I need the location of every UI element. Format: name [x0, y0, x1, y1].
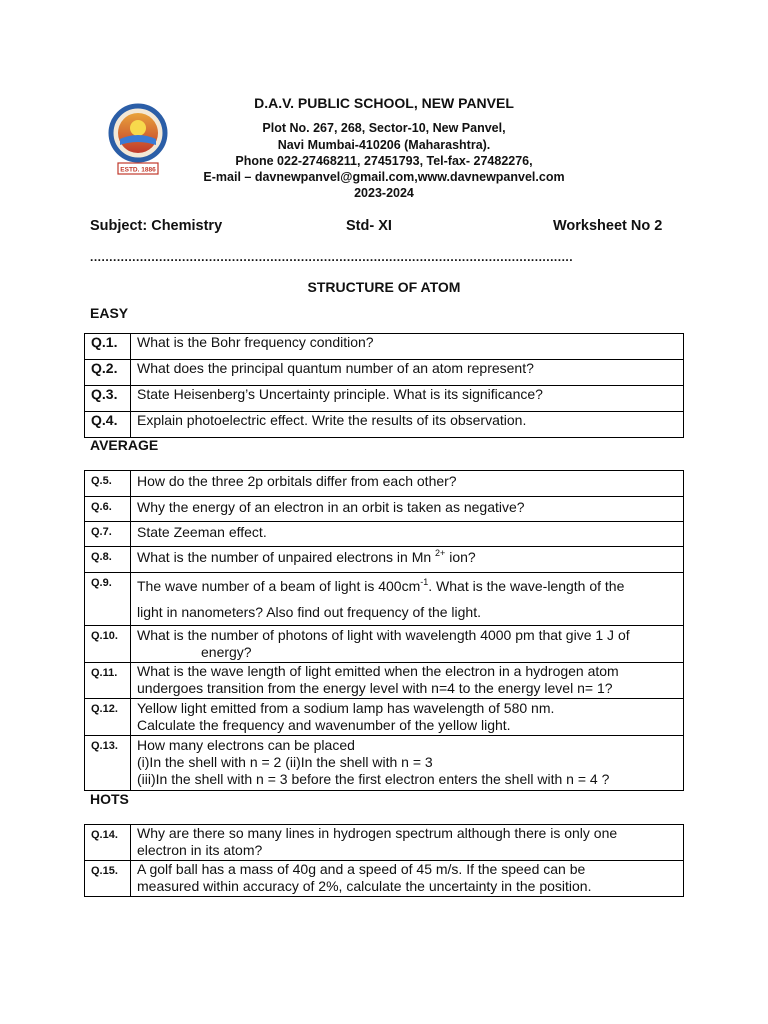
table-row — [85, 861, 684, 897]
question-text: State Heisenberg’s Uncertainty principle. What is its significance? — [131, 386, 684, 412]
table-row — [85, 626, 684, 663]
hots-questions-table — [84, 824, 684, 897]
section-hots: HOTS — [90, 791, 129, 807]
question-number: Q.14. — [85, 825, 131, 861]
table-row — [85, 522, 684, 547]
question-number: Q.5. — [85, 471, 131, 497]
question-number: Q.4. — [85, 412, 131, 438]
table-row — [85, 334, 684, 360]
question-number: Q.2. — [85, 360, 131, 386]
table-row — [85, 547, 684, 573]
question-text: Why the energy of an electron in an orbit is taken as negative? — [131, 497, 684, 522]
school-name: D.A.V. PUBLIC SCHOOL, NEW PANVEL — [254, 95, 514, 111]
svg-text:ESTD. 1886: ESTD. 1886 — [120, 166, 156, 174]
easy-questions-table — [84, 333, 684, 438]
address-line-1: Plot No. 267, 268, Sector-10, New Panvel, — [262, 121, 506, 135]
question-number: Q.6. — [85, 497, 131, 522]
question-text: State Zeeman effect. — [131, 522, 684, 547]
question-text: Explain photoelectric effect. Write the results of its observation. — [131, 412, 684, 438]
subject-label: Subject: Chemistry — [90, 218, 223, 234]
academic-year: 2023-2024 — [354, 186, 414, 200]
table-row — [85, 573, 684, 626]
question-number: Q.8. — [85, 547, 131, 573]
table-row — [85, 699, 684, 736]
question-number: Q.3. — [85, 386, 131, 412]
question-text: The wave number of a beam of light is $400cm^{-1}$. What is the wave-length of the light in nanometers? Also find out frequency of the light. — [131, 573, 684, 626]
question-number: Q.12. — [85, 699, 131, 736]
table-row — [85, 825, 684, 861]
question-number: Q.1. — [85, 334, 131, 360]
question-number: Q.11. — [85, 663, 131, 699]
dotted-separator: .............................................................................................................................. — [90, 250, 574, 264]
question-text: What is the wave length of light emitted when the electron in a hydrogen atom undergoes transition from the energy level with n=4 to the energy level n= 1? — [131, 663, 684, 699]
question-number: Q.7. — [85, 522, 131, 547]
question-text: Yellow light emitted from a sodium lamp has wavelength of 580 nm. Calculate the frequency and wavenumber of the yellow light. — [131, 699, 684, 736]
address-line-2: Navi Mumbai-410206 (Maharashtra). — [277, 138, 491, 152]
average-questions-table — [84, 470, 684, 791]
question-number: Q.10. — [85, 626, 131, 663]
table-row — [85, 412, 684, 438]
table-row — [85, 663, 684, 699]
question-number: Q.15. — [85, 861, 131, 897]
question-number: Q.9. — [85, 573, 131, 626]
question-text: What does the principal quantum number of an atom represent? — [131, 360, 684, 386]
question-text: Why are there so many lines in hydrogen spectrum although there is only one electron in its atom? — [131, 825, 684, 861]
question-text: What is the number of photons of light with wavelength 4000 pm that give 1 J of energy? — [131, 626, 684, 663]
table-row — [85, 386, 684, 412]
std-label: Std- XI — [346, 218, 392, 234]
table-row — [85, 360, 684, 386]
section-easy: EASY — [90, 305, 129, 321]
table-row — [85, 471, 684, 497]
table-row — [85, 497, 684, 522]
question-text: What is the number of unpaired electrons in Mn $^{2+}$ ion? — [131, 547, 684, 573]
worksheet-number: Worksheet No 2 — [553, 218, 663, 234]
table-row — [85, 736, 684, 791]
question-number: Q.13. — [85, 736, 131, 791]
question-text: How many electrons can be placed (i)In the shell with n = 2 (ii)In the shell with n = 3 (iii)In the shell with n = 3 before the first electron enters the shell with n = 4 ? — [131, 736, 684, 791]
section-average: AVERAGE — [90, 437, 159, 453]
question-text: How do the three 2p orbitals differ from each other? — [131, 471, 684, 497]
phone-line: Phone 022-27468211, 27451793, Tel-fax- 27482276, — [235, 154, 533, 168]
question-text: What is the Bohr frequency condition? — [131, 334, 684, 360]
email-line: E-mail – davnewpanvel@gmail.com,www.davnewpanvel.com — [203, 170, 565, 184]
question-text: A golf ball has a mass of 40g and a speed of 45 m/s. If the speed can be measured within accuracy of 2%, calculate the uncertainty in the position. — [131, 861, 684, 897]
worksheet-title: STRUCTURE OF ATOM — [307, 279, 461, 295]
